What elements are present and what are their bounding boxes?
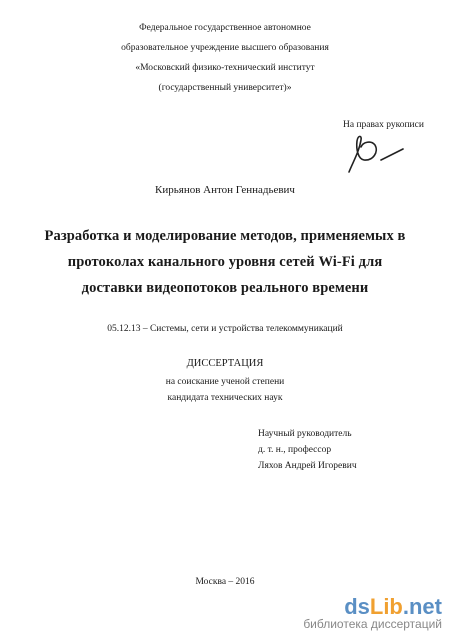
watermark <box>303 593 442 631</box>
degree-line-2: кандидата технических наук <box>167 393 283 403</box>
title-line-3: доставки видеопотоков реального времени <box>81 280 369 296</box>
specialty: 05.12.13 – Системы, сети и устройства телекоммуникаций <box>107 324 343 334</box>
author-name: Кирьянов Антон Геннадьевич <box>155 184 295 196</box>
title-line-2: протоколах канального уровня сетей Wi-Fi для <box>67 254 383 270</box>
watermark-logo-lib: Lib <box>369 593 403 619</box>
watermark-logo <box>303 593 442 619</box>
title-line-1: Разработка и моделирование методов, применяемых в <box>44 228 406 244</box>
watermark-logo-net: .net <box>402 593 442 619</box>
signature-icon <box>345 132 415 177</box>
institution-line-2: образовательное учреждение высшего образования <box>121 43 329 53</box>
institution-line-1: Федеральное государственное автономное <box>139 23 311 33</box>
manuscript-note: На правах рукописи <box>343 120 424 130</box>
supervisor-name: Ляхов Андрей Игоревич <box>258 461 357 471</box>
institution-line-3: «Московский физико-технический институт <box>135 63 315 73</box>
watermark-subtitle: библиотека диссертаций <box>303 616 442 631</box>
watermark-logo-ds: ds <box>344 593 370 619</box>
institution-line-4: (государственный университет)» <box>158 83 292 93</box>
dissertation-heading: ДИССЕРТАЦИЯ <box>186 358 264 369</box>
footer-city-year: Москва – 2016 <box>195 577 255 587</box>
supervisor-label: Научный руководитель <box>258 429 352 439</box>
supervisor-degree: д. т. н., профессор <box>258 445 332 455</box>
degree-line-1: на соискание ученой степени <box>165 377 285 387</box>
